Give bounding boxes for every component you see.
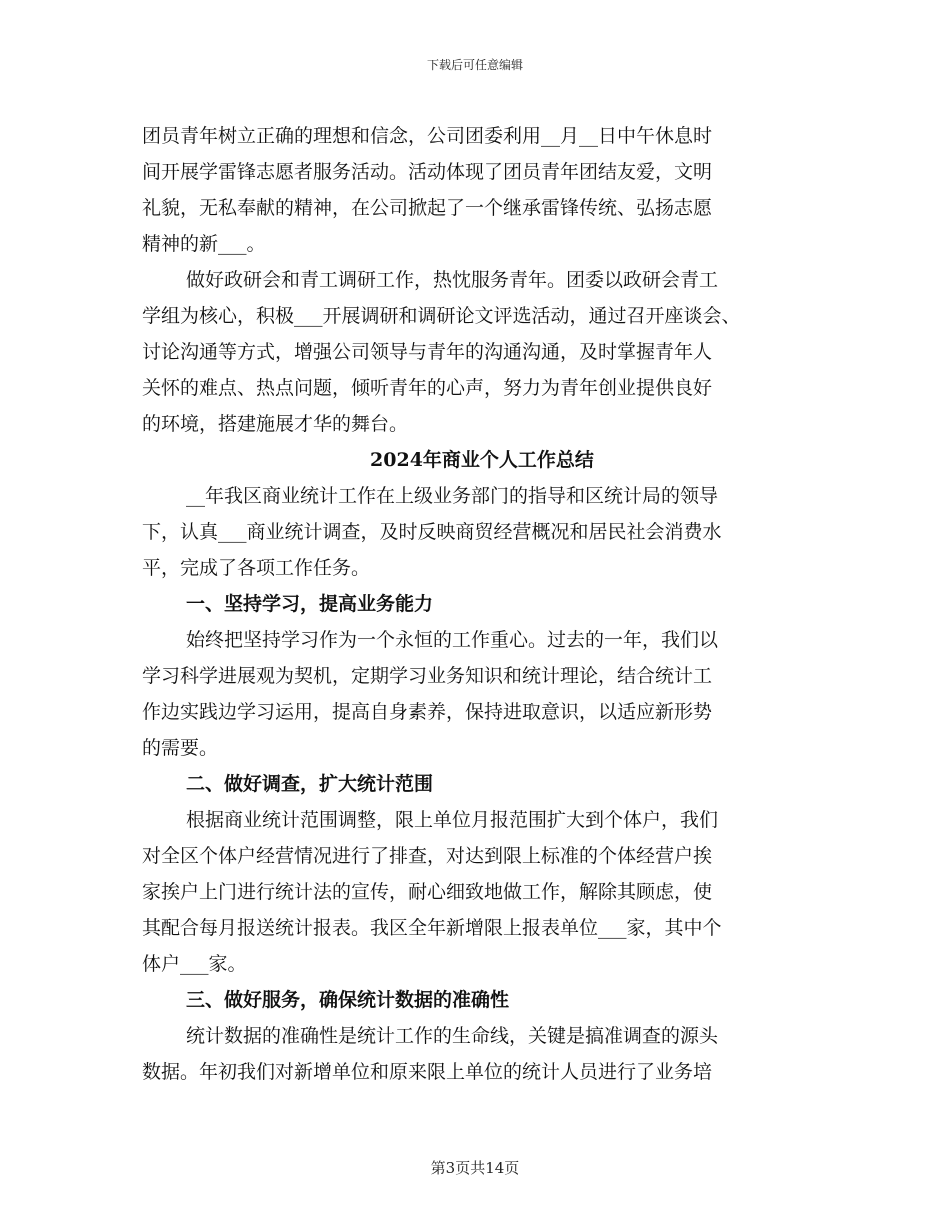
section-heading: 二、做好调查，扩大统计范围 bbox=[186, 773, 434, 795]
text-line: 间开展学雷锋志愿者服务活动。活动体现了团员青年团结友爱，文明 bbox=[142, 161, 713, 183]
text-line: 的环境，搭建施展才华的舞台。 bbox=[142, 413, 409, 435]
text-line: 团员青年树立正确的理想和信念，公司团委利用__月__日中午休息时 bbox=[142, 125, 713, 147]
text-line: 学组为核心，积极___开展调研和调研论文评选活动，通过召开座谈会、 bbox=[142, 305, 741, 327]
page-header: 下载后可任意编辑 bbox=[426, 58, 523, 72]
text-line: 平，完成了各项工作任务。 bbox=[142, 557, 371, 579]
text-line: 下，认真___商业统计调查，及时反映商贸经营概况和居民社会消费水 bbox=[142, 521, 722, 543]
section-title: 2024年商业个人工作总结 bbox=[370, 449, 594, 471]
text-line: 其配合每月报送统计报表。我区全年新增限上报表单位___家，其中个 bbox=[142, 917, 722, 939]
section-heading: 三、做好服务，确保统计数据的准确性 bbox=[186, 989, 510, 1011]
text-line: 学习科学进展观为契机，定期学习业务知识和统计理论，结合统计工 bbox=[142, 665, 713, 687]
text-line: 精神的新___。 bbox=[142, 233, 266, 255]
text-line: 对全区个体户经营情况进行了排查，对达到限上标准的个体经营户挨 bbox=[142, 845, 713, 867]
text-line: 根据商业统计范围调整，限上单位月报范围扩大到个体户，我们 bbox=[186, 809, 719, 831]
text-line: 体户___家。 bbox=[142, 953, 247, 975]
text-line: 作边实践边学习运用，提高自身素养，保持进取意识，以适应新形势 bbox=[142, 701, 713, 723]
text-line: __年我区商业统计工作在上级业务部门的指导和区统计局的领导 bbox=[186, 485, 719, 507]
text-line: 数据。年初我们对新增单位和原来限上单位的统计人员进行了业务培 bbox=[142, 1061, 713, 1083]
text-line: 家挨户上门进行统计法的宣传，耐心细致地做工作，解除其顾虑，使 bbox=[142, 881, 713, 903]
text-line: 始终把坚持学习作为一个永恒的工作重心。过去的一年，我们以 bbox=[186, 629, 719, 651]
text-line: 的需要。 bbox=[142, 737, 219, 759]
document-body bbox=[142, 118, 822, 1090]
text-line: 礼貌，无私奉献的精神，在公司掀起了一个继承雷锋传统、弘扬志愿 bbox=[142, 197, 713, 219]
section-heading: 一、坚持学习，提高业务能力 bbox=[186, 593, 434, 615]
text-line: 关怀的难点、热点问题，倾听青年的心声，努力为青年创业提供良好 bbox=[142, 377, 713, 399]
page-number: 第3页共14页 bbox=[430, 1159, 520, 1177]
text-line: 讨论沟通等方式，增强公司领导与青年的沟通沟通，及时掌握青年人 bbox=[142, 341, 713, 363]
text-line: 做好政研会和青工调研工作，热忱服务青年。团委以政研会青工 bbox=[186, 269, 719, 291]
text-line: 统计数据的准确性是统计工作的生命线，关键是搞准调查的源头 bbox=[186, 1025, 719, 1047]
